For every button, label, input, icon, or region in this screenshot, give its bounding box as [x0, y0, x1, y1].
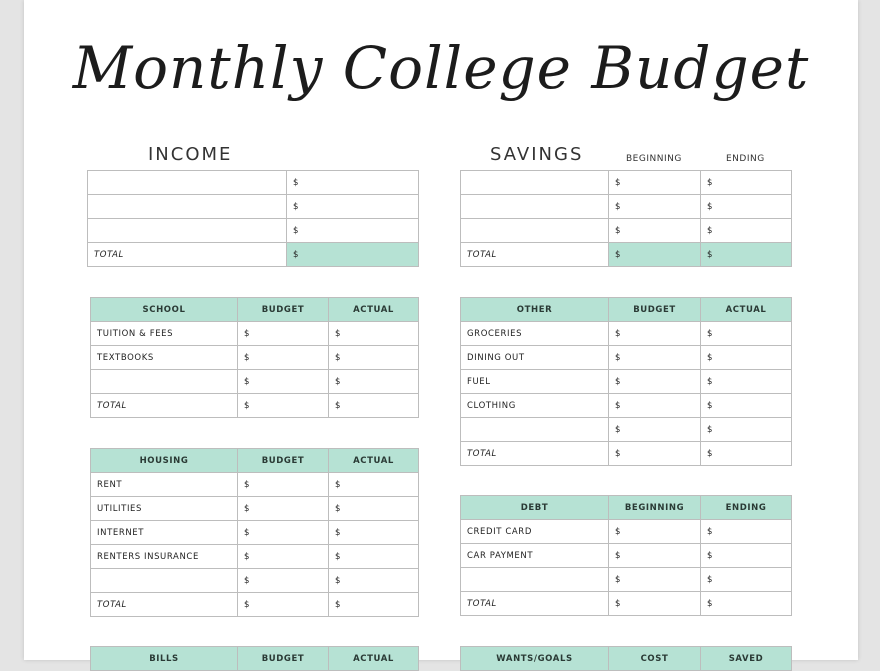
savings-beginning-cell[interactable]: $	[609, 219, 701, 243]
category-cell[interactable]: TEXTBOOKS	[91, 346, 238, 370]
savings-label-cell[interactable]	[461, 171, 609, 195]
table-row	[88, 195, 419, 219]
beginning-cell[interactable]: $	[609, 568, 701, 592]
category-cell[interactable]: UTILITIES	[91, 497, 238, 521]
budget-header: BUDGET	[238, 647, 329, 671]
table-row	[461, 394, 792, 418]
debt-table	[460, 495, 792, 616]
category-cell[interactable]: CAR PAYMENT	[461, 544, 609, 568]
income-table	[87, 170, 419, 267]
table-row	[461, 243, 792, 267]
actual-header: ACTUAL	[329, 298, 419, 322]
actual-cell[interactable]: $	[329, 346, 419, 370]
table-row	[91, 394, 419, 418]
category-cell[interactable]: TUITION & FEES	[91, 322, 238, 346]
actual-cell[interactable]: $	[701, 418, 792, 442]
total-label: TOTAL	[91, 394, 238, 418]
savings-total-ending[interactable]: $	[701, 243, 792, 267]
beginning-header: BEGINNING	[609, 496, 701, 520]
table-row	[91, 497, 419, 521]
ending-cell[interactable]: $	[701, 592, 792, 616]
budget-header: BUDGET	[238, 298, 329, 322]
savings-label-cell[interactable]	[461, 195, 609, 219]
table-header-row	[461, 496, 792, 520]
bills-table	[90, 646, 419, 671]
table-row	[461, 418, 792, 442]
other-table	[460, 297, 792, 466]
actual-cell[interactable]: $	[701, 370, 792, 394]
budget-cell[interactable]: $	[238, 322, 329, 346]
category-cell[interactable]	[461, 418, 609, 442]
category-cell[interactable]: INTERNET	[91, 521, 238, 545]
beginning-cell[interactable]: $	[609, 544, 701, 568]
table-row	[91, 473, 419, 497]
actual-cell[interactable]: $	[329, 545, 419, 569]
table-header-row	[91, 298, 419, 322]
school-table	[90, 297, 419, 418]
savings-beginning-label: BEGINNING	[626, 154, 682, 164]
income-total-amount[interactable]: $	[287, 243, 419, 267]
budget-page	[24, 0, 858, 664]
savings-ending-cell[interactable]: $	[701, 195, 792, 219]
actual-header: ACTUAL	[329, 449, 419, 473]
category-cell[interactable]: GROCERIES	[461, 322, 609, 346]
table-row	[91, 593, 419, 617]
budget-cell[interactable]: $	[609, 394, 701, 418]
ending-cell[interactable]: $	[701, 520, 792, 544]
actual-cell[interactable]: $	[329, 394, 419, 418]
budget-cell[interactable]: $	[609, 418, 701, 442]
ending-cell[interactable]: $	[701, 568, 792, 592]
table-row	[461, 219, 792, 243]
category-cell[interactable]: CREDIT CARD	[461, 520, 609, 544]
actual-cell[interactable]: $	[701, 346, 792, 370]
housing-header: HOUSING	[91, 449, 238, 473]
savings-table	[460, 170, 792, 267]
table-row	[88, 171, 419, 195]
category-cell[interactable]: RENTERS INSURANCE	[91, 545, 238, 569]
budget-cell[interactable]: $	[238, 394, 329, 418]
actual-cell[interactable]: $	[329, 473, 419, 497]
category-cell[interactable]: CLOTHING	[461, 394, 609, 418]
table-row	[88, 219, 419, 243]
savings-ending-cell[interactable]: $	[701, 219, 792, 243]
table-row	[91, 521, 419, 545]
budget-cell[interactable]: $	[609, 322, 701, 346]
budget-cell[interactable]: $	[238, 521, 329, 545]
beginning-cell[interactable]: $	[609, 592, 701, 616]
income-amount-cell[interactable]: $	[287, 219, 419, 243]
actual-cell[interactable]: $	[329, 593, 419, 617]
savings-label-cell[interactable]	[461, 219, 609, 243]
actual-cell[interactable]: $	[701, 322, 792, 346]
budget-cell[interactable]: $	[238, 569, 329, 593]
savings-total-label: TOTAL	[461, 243, 609, 267]
budget-cell[interactable]: $	[238, 370, 329, 394]
page-title: Monthly College Budget	[72, 34, 810, 102]
budget-header: BUDGET	[238, 449, 329, 473]
budget-cell[interactable]: $	[238, 473, 329, 497]
income-heading: INCOME	[148, 144, 233, 165]
table-row	[461, 592, 792, 616]
bills-header: BILLS	[91, 647, 238, 671]
table-row	[461, 195, 792, 219]
table-header-row	[461, 647, 792, 671]
savings-total-beginning[interactable]: $	[609, 243, 701, 267]
income-label-cell[interactable]	[88, 171, 287, 195]
wants-goals-table	[460, 646, 792, 671]
table-row	[461, 171, 792, 195]
table-row	[91, 370, 419, 394]
table-row	[91, 322, 419, 346]
actual-cell[interactable]: $	[329, 497, 419, 521]
total-label: TOTAL	[461, 592, 609, 616]
table-row	[461, 520, 792, 544]
budget-cell[interactable]: $	[238, 545, 329, 569]
table-row	[91, 569, 419, 593]
actual-cell[interactable]: $	[701, 394, 792, 418]
ending-cell[interactable]: $	[701, 544, 792, 568]
budget-cell[interactable]: $	[238, 346, 329, 370]
income-label-cell[interactable]	[88, 219, 287, 243]
table-row	[461, 346, 792, 370]
saved-header: SAVED	[701, 647, 792, 671]
other-header: OTHER	[461, 298, 609, 322]
budget-cell[interactable]: $	[238, 593, 329, 617]
actual-header: ACTUAL	[329, 647, 419, 671]
school-header: SCHOOL	[91, 298, 238, 322]
savings-beginning-cell[interactable]: $	[609, 171, 701, 195]
actual-cell[interactable]: $	[329, 370, 419, 394]
total-label: TOTAL	[91, 593, 238, 617]
table-header-row	[461, 298, 792, 322]
table-header-row	[91, 449, 419, 473]
table-row	[461, 322, 792, 346]
ending-header: ENDING	[701, 496, 792, 520]
table-row	[461, 370, 792, 394]
savings-beginning-cell[interactable]: $	[609, 195, 701, 219]
debt-header: DEBT	[461, 496, 609, 520]
savings-ending-cell[interactable]: $	[701, 171, 792, 195]
savings-ending-label: ENDING	[726, 154, 765, 164]
housing-table	[90, 448, 419, 617]
income-amount-cell[interactable]: $	[287, 195, 419, 219]
category-cell[interactable]	[91, 370, 238, 394]
wants-goals-header: WANTS/GOALS	[461, 647, 609, 671]
category-cell[interactable]	[91, 569, 238, 593]
category-cell[interactable]: RENT	[91, 473, 238, 497]
table-row	[91, 346, 419, 370]
table-row	[461, 568, 792, 592]
title-banner	[24, 0, 858, 130]
actual-cell[interactable]: $	[701, 442, 792, 466]
budget-cell[interactable]: $	[609, 346, 701, 370]
actual-header: ACTUAL	[701, 298, 792, 322]
beginning-cell[interactable]: $	[609, 520, 701, 544]
table-row	[461, 544, 792, 568]
cost-header: COST	[609, 647, 701, 671]
budget-cell[interactable]: $	[609, 370, 701, 394]
income-amount-cell[interactable]: $	[287, 171, 419, 195]
savings-heading: SAVINGS	[490, 144, 584, 165]
income-total-label: TOTAL	[88, 243, 287, 267]
actual-cell[interactable]: $	[329, 521, 419, 545]
table-row	[461, 442, 792, 466]
category-cell[interactable]: FUEL	[461, 370, 609, 394]
income-label-cell[interactable]	[88, 195, 287, 219]
actual-cell[interactable]: $	[329, 569, 419, 593]
total-label: TOTAL	[461, 442, 609, 466]
table-row	[88, 243, 419, 267]
table-row	[91, 545, 419, 569]
category-cell[interactable]	[461, 568, 609, 592]
budget-header: BUDGET	[609, 298, 701, 322]
budget-cell[interactable]: $	[238, 497, 329, 521]
category-cell[interactable]: DINING OUT	[461, 346, 609, 370]
budget-cell[interactable]: $	[609, 442, 701, 466]
actual-cell[interactable]: $	[329, 322, 419, 346]
table-header-row	[91, 647, 419, 671]
